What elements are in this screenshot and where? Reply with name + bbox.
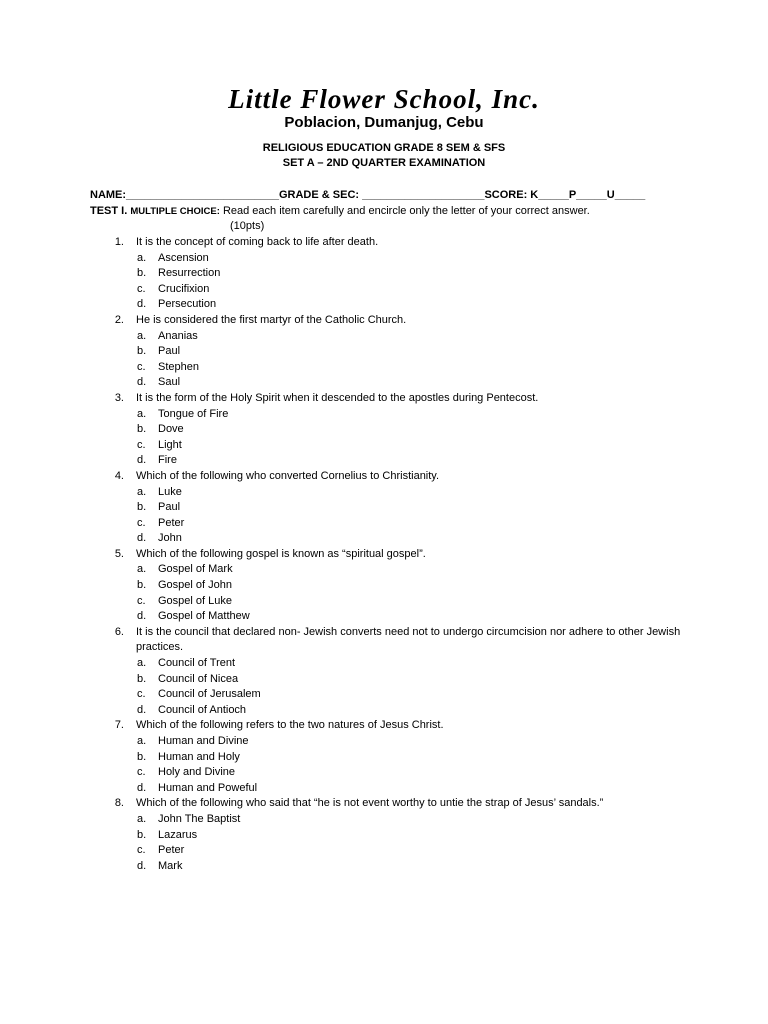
- answer-choice[interactable]: [0, 516, 768, 532]
- choice-letter: d.: [137, 376, 147, 389]
- question-text: He is considered the first martyr of the Catholic Church.: [136, 313, 407, 326]
- choice-letter: b.: [137, 750, 147, 763]
- answer-choice[interactable]: [0, 656, 768, 672]
- answer-choice[interactable]: [0, 531, 768, 547]
- choice-text: Council of Nicea: [158, 672, 239, 685]
- choice-text: Ascension: [158, 251, 209, 264]
- question-text: It is the form of the Holy Spirit when it descended to the apostles during Pentecost.: [136, 391, 539, 404]
- choice-text: John The Baptist: [158, 812, 241, 825]
- test-label: TEST I.: [90, 205, 128, 217]
- choice-text: Tongue of Fire: [158, 407, 229, 420]
- answer-choice[interactable]: [0, 828, 768, 844]
- question-number: 6.: [114, 625, 124, 638]
- choice-text: Human and Holy: [158, 750, 240, 763]
- choice-text: Gospel of Matthew: [158, 610, 250, 623]
- choice-text: Paul: [158, 345, 181, 358]
- choice-text: Persecution: [158, 298, 217, 311]
- exam-set: SET A – 2ND QUARTER EXAMINATION: [282, 157, 486, 169]
- choice-letter: b.: [137, 579, 147, 592]
- answer-choice[interactable]: [0, 407, 768, 423]
- choice-text: Ananias: [158, 329, 198, 342]
- choice-text: Fire: [158, 454, 177, 467]
- choice-letter: c.: [137, 438, 146, 451]
- choice-text: Lazarus: [158, 828, 198, 841]
- choice-letter: a.: [137, 657, 147, 670]
- choice-text: Gospel of John: [158, 579, 232, 592]
- answer-choice[interactable]: [0, 859, 768, 875]
- choice-text: Saul: [158, 376, 181, 389]
- choice-letter: c.: [137, 282, 146, 295]
- question-number: 1.: [114, 236, 124, 248]
- test-points: (10pts): [230, 220, 265, 232]
- question-number: 8.: [114, 797, 124, 810]
- answer-choice[interactable]: [0, 578, 768, 594]
- answer-choice[interactable]: [0, 375, 768, 391]
- answer-choice[interactable]: [0, 344, 768, 360]
- answer-choice[interactable]: [0, 485, 768, 501]
- answer-choice[interactable]: [0, 781, 768, 797]
- question-item: [0, 718, 768, 796]
- question-number: 7.: [114, 719, 124, 732]
- choice-letter: c.: [137, 844, 146, 857]
- choice-letter: c.: [137, 594, 146, 607]
- answer-choice[interactable]: [0, 734, 768, 750]
- choice-letter: d.: [137, 454, 147, 467]
- question-item: [0, 625, 768, 719]
- choice-letter: d.: [137, 703, 147, 716]
- answer-choice[interactable]: [0, 765, 768, 781]
- choice-letter: a.: [137, 812, 147, 825]
- choice-letter: c.: [137, 516, 146, 529]
- answer-choice[interactable]: [0, 687, 768, 703]
- school-name: Little Flower School, Inc.: [228, 84, 540, 114]
- choice-letter: b.: [137, 423, 147, 436]
- choice-text: Council of Jerusalem: [158, 688, 261, 701]
- choice-text: Dove: [158, 423, 184, 436]
- question-number: 5.: [114, 547, 124, 560]
- choice-letter: d.: [137, 781, 147, 794]
- choice-letter: c.: [137, 360, 146, 373]
- question-text: Which of the following who said that “he is not event worthy to untie the strap of Jesus’ sandals.”: [136, 797, 604, 810]
- question-text: Which of the following who converted Cornelius to Christianity.: [136, 469, 440, 482]
- question-number: 4.: [114, 469, 124, 482]
- question-text: Which of the following gospel is known as “spiritual gospel”.: [136, 547, 426, 560]
- choice-letter: b.: [137, 345, 147, 358]
- choice-letter: b.: [137, 267, 147, 280]
- answer-choice[interactable]: [0, 562, 768, 578]
- answer-choice[interactable]: [0, 282, 768, 298]
- choice-letter: d.: [137, 610, 147, 623]
- choice-text: Luke: [158, 485, 182, 498]
- choice-letter: c.: [137, 766, 146, 779]
- test-type: MULTIPLE CHOICE:: [130, 206, 220, 217]
- answer-choice[interactable]: [0, 672, 768, 688]
- choice-text: Peter: [158, 844, 185, 857]
- answer-choice[interactable]: [0, 329, 768, 345]
- question-item: [0, 235, 768, 313]
- question-item: [0, 391, 768, 469]
- test-instruction-text: Read each item carefully and encircle only the letter of your correct answer.: [219, 205, 590, 217]
- choice-text: Holy and Divine: [158, 766, 236, 779]
- answer-choice[interactable]: [0, 812, 768, 828]
- question-number: 3.: [114, 391, 124, 404]
- choice-letter: a.: [137, 251, 147, 264]
- student-info-line: NAME:_________________________GRADE & SEC: ____________________SCORE: K_____P_____U_____: [90, 189, 646, 201]
- test-instructions: [90, 205, 690, 217]
- choice-letter: a.: [137, 407, 147, 420]
- choice-text: Human and Poweful: [158, 781, 258, 794]
- choice-text: Stephen: [158, 360, 199, 373]
- school-address: Poblacion, Dumanjug, Cebu: [284, 114, 484, 131]
- choice-letter: a.: [137, 329, 147, 342]
- answer-choice[interactable]: [0, 500, 768, 516]
- choice-letter: b.: [137, 672, 147, 685]
- answer-choice[interactable]: [0, 703, 768, 719]
- answer-choice[interactable]: [0, 609, 768, 625]
- choice-letter: d.: [137, 532, 147, 545]
- question-text: Which of the following refers to the two natures of Jesus Christ.: [136, 719, 444, 732]
- choice-letter: c.: [137, 688, 146, 701]
- question-item: [0, 547, 768, 625]
- question-text: It is the council that declared non- Jewish converts need not to undergo circumcision nor adhere to other Jewish practices.: [136, 625, 681, 654]
- question-text: It is the concept of coming back to life after death.: [136, 236, 379, 248]
- choice-text: Council of Trent: [158, 657, 236, 670]
- answer-choice[interactable]: [0, 251, 768, 267]
- choice-letter: d.: [137, 859, 147, 872]
- question-list: [0, 235, 768, 874]
- choice-text: John: [158, 532, 182, 545]
- answer-choice[interactable]: [0, 360, 768, 376]
- question-number: 2.: [114, 313, 124, 326]
- exam-subject: RELIGIOUS EDUCATION GRADE 8 SEM & SFS: [262, 142, 506, 154]
- answer-choice[interactable]: [0, 422, 768, 438]
- answer-choice[interactable]: [0, 453, 768, 469]
- answer-choice[interactable]: [0, 297, 768, 313]
- question-item: [0, 796, 768, 874]
- answer-choice[interactable]: [0, 594, 768, 610]
- choice-text: Resurrection: [158, 267, 221, 280]
- answer-choice[interactable]: [0, 843, 768, 859]
- answer-choice[interactable]: [0, 750, 768, 766]
- choice-text: Human and Divine: [158, 735, 249, 747]
- choice-letter: a.: [137, 735, 147, 747]
- choice-text: Council of Antioch: [158, 703, 247, 716]
- choice-text: Gospel of Luke: [158, 594, 232, 607]
- choice-letter: a.: [137, 563, 147, 576]
- choice-text: Peter: [158, 516, 185, 529]
- choice-text: Crucifixion: [158, 282, 210, 295]
- choice-letter: b.: [137, 828, 147, 841]
- answer-choice[interactable]: [0, 438, 768, 454]
- choice-letter: a.: [137, 485, 147, 498]
- choice-text: Mark: [158, 859, 183, 872]
- question-item: [0, 313, 768, 391]
- question-item: [0, 469, 768, 547]
- answer-choice[interactable]: [0, 266, 768, 282]
- choice-text: Gospel of Mark: [158, 563, 233, 576]
- choice-text: Paul: [158, 501, 181, 514]
- choice-letter: d.: [137, 298, 147, 311]
- choice-text: Light: [158, 438, 182, 451]
- choice-letter: b.: [137, 501, 147, 514]
